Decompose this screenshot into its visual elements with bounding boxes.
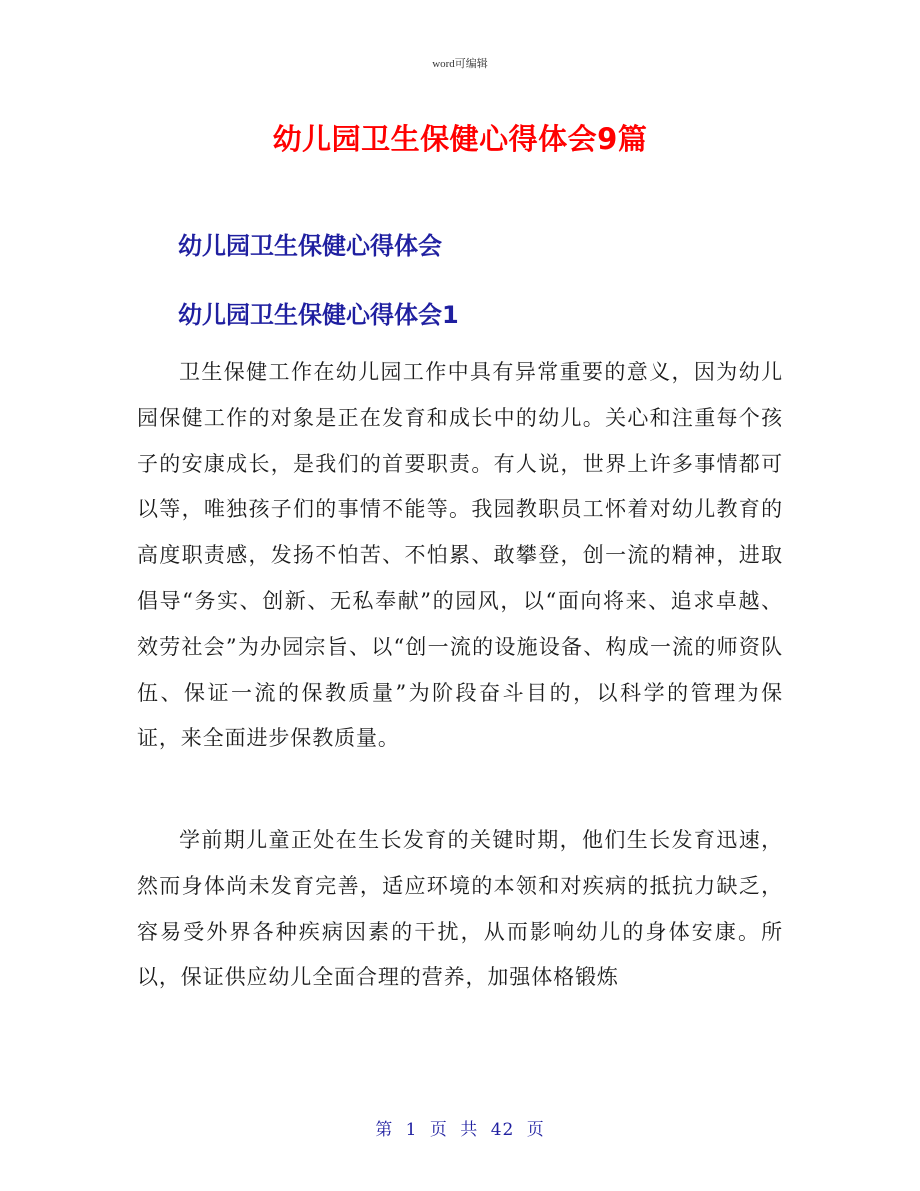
document-title: 幼儿园卫生保健心得体会9篇: [272, 122, 648, 156]
header-note: word可编辑: [432, 58, 488, 70]
body-paragraph: 卫生保健工作在幼儿园工作中具有异常重要的意义，因为幼儿园保健工作的对象是正在发育和成长中的幼儿。关心和注重每个孩子的安康成长，是我们的首要职责。有人说，世界上许多事情都可以等，唯独孩子们的事情不能等。我园教职员工怀着对幼儿教育的高度职责感，发扬不怕苦、不怕累、敢攀登，创一流的精神，进取倡导“务实、创新、无私奉献”的园风，以“面向将来、追求卓越、效劳社会”为办园宗旨、以“创一流的设施设备、构成一流的师资队伍、保证一流的保教质量”为阶段奋斗目的，以科学的管理为保证，来全面进步保教质量。: [137, 360, 783, 751]
body-paragraph: 学前期儿童正处在生长发育的关键时期，他们生长发育迅速，然而身体尚未发育完善，适应环境的本领和对疾病的抵抗力缺乏，容易受外界各种疾病因素的干扰，从而影响幼儿的身体安康。所以，保证供应幼儿全面合理的营养，加强体格锻炼: [137, 828, 783, 990]
page-number-footer: 第 1 页 共 42 页: [375, 1120, 545, 1140]
section-heading: 幼儿园卫生保健心得体会: [178, 232, 442, 260]
section-heading-numbered: 幼儿园卫生保健心得体会1: [178, 301, 459, 329]
